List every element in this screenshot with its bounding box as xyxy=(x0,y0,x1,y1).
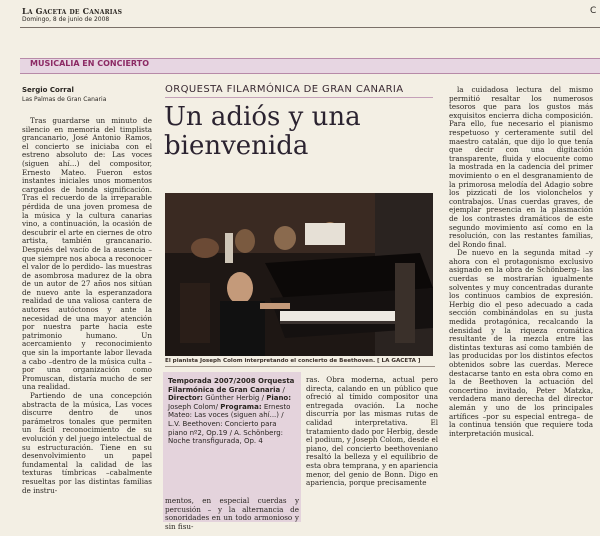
program-text: Ernesto Mateo: Las voces (siguen ahí...) / L.V. Beethoven: Concierto para piano nº2, Op.19 / A. Schönberg: Noche transfigurada, Op. 4 xyxy=(168,402,291,446)
article-kicker: ORQUESTA FILARMÓNICA DE GRAN CANARIA xyxy=(165,84,404,95)
concert-info-text: Temporada 2007/2008 Orquesta Filarmónica de Gran Canaria / Director: Günther Herbig / Piano: Joseph Colom/ Programa: Ernesto Mateo: Las voces (siguen ahí...) / L.V. Beethoven: Concierto para piano nº2, Op.19 / A. Schönberg: Noche transfigurada, Op. 4 xyxy=(168,377,295,446)
paragraph: De nuevo en la segunda mitad –y ahora con el protagonismo exclusivo asignado en la obra de Schönberg– las cuerdas se mostrarían igualmente solventes y muy concentradas durante los continuos cambios de expresión. Herbig dio el peso adecuado a cada sección combinándolas en su justa medida protagónica, recalcando la densidad y la riqueza cromática resultante de la mezcla entre las distintas texturas así como también de las producidas por los distintos efectos obtenidos sobre las cuerdas. Merece destacarse tanto en esta obra como en la de Beethoven la actuación del concertino invitado, Peter Matzka, verdadera mano derecha del director alemán y uno de los principales artífices –por su especial entrega– de la continua tensión que requiere toda interpretación musical. xyxy=(449,248,593,438)
article-headline xyxy=(164,103,439,161)
piano-label: Piano: xyxy=(266,394,292,403)
headline-line: bienvenida xyxy=(164,131,309,161)
article-column-2-tail xyxy=(165,496,299,531)
program-label: Programa: xyxy=(220,402,262,411)
section-label: MUSICALIA EN CONCIERTO xyxy=(30,59,149,68)
article-column-3 xyxy=(306,376,438,522)
header-rule xyxy=(20,27,600,28)
pianist-name: Joseph Colom xyxy=(168,402,216,411)
paragraph: ras. Obra moderna, actual pero directa, calando en un público que ofreció al tímido compositor una entregada ovación. La noche discurría por las mismas rutas de calidad interpretativa. El tratamiento dado por Herbig, desde el podium, y Joseph Colom, desde el piano, del concierto beethoveniano resaltó la belleza y el equilibrio de esta obra temprana, y en apariencia menor, del genio de Bonn. Digo en apariencia, porque precisamente xyxy=(306,375,439,488)
kicker-rule xyxy=(165,97,433,98)
caption-rule xyxy=(165,366,435,367)
concert-photo-illustration xyxy=(165,193,433,356)
byline-place: Las Palmas de Gran Canaria xyxy=(22,96,107,103)
concert-photo xyxy=(165,193,433,356)
headline-line: Un adiós y una xyxy=(164,102,361,132)
paragraph: la cuidadosa lectura del mismo permitió resaltar los numerosos tesoros que para los gustos más exquisitos encierra dicha composición. Para ello, fue necesario el pianismo respetuoso y certeramente sutil del maestro catalán, que dijo lo que tenía que decir con una digitación transparente, fluida y elocuente como la mostrada en la cadencia del primer movimiento o en el desgranamiento de la primorosa melodía del Adagio sobre los pizzicati de los violonchelos y contrabajos. Unas cuerdas graves, de ejemplar presencia en la plasmación de los contrastes dramáticos de este segundo movimiento así como en la resolución, con las restantes familias, del Rondo final. xyxy=(449,85,593,249)
issue-date: Domingo, 8 de junio de 2008 xyxy=(22,16,110,23)
director-name: Günther Herbig xyxy=(205,394,260,403)
paragraph: mentos, en especial cuerdas y percusión – y la alternancia de sonoridades en un todo armonioso y sin fisu- xyxy=(165,496,299,531)
article-column-4 xyxy=(449,86,593,522)
paragraph: Partiendo de una concepción abstracta de la música, Las voces discurre dentro de unos parámetros tonales que permiten un fácil reconocimiento de su evolución y del juego intelectual de su estructuración. Tiene en su desenvolvimiento un papel fundamental la calidad de las texturas tímbricas –cabalmente resueltas por las distintas familias de instru- xyxy=(22,391,152,495)
article-column-1 xyxy=(22,117,152,522)
season-label: Temporada 2007/2008 Orquesta Filarmónica de Gran Canaria xyxy=(168,377,295,394)
byline-author: Sergio Corral xyxy=(22,86,74,94)
newspaper-masthead: La Gaceta de Canarias xyxy=(22,6,123,16)
director-label: Director: xyxy=(168,394,203,403)
photo-caption: El pianista Joseph Colom interpretando el concierto de Beethoven. [ LA GACETA ] xyxy=(165,358,421,364)
paragraph: Tras guardarse un minuto de silencio en memoria del timplista grancanario, José Antonio Ramos, el concierto se iniciaba con el estreno absoluto de: Las voces (siguen ahí...) del compositor, Ernesto Mateo. Fueron estos instantes iniciales unos momentos cargados de honda significación. Tras el recuerdo de la irreparable pérdida de una joven promesa de la música y la cultura canarias vino, a continuación, la ocasión de descubrir el arte en ciernes de otro artista, también grancanario. Después del vacío de la ausencia –que siempre nos aboca a reconocer el valor de lo perdido– las muestras de asombrosa madurez de la obra de un autor de 27 años nos sitúan de nuevo ante la esperanzadora realidad de una valiosa cantera de autores autóctonos y ante la necesidad de una mayor atención por nuestra parte hacia este patrimonio humano. Un acercamiento y reconocimiento que sin la importante labor llevada a cabo –dentro de la música culta –por una organización como Promuscan, distaría mucho de ser una realidad. xyxy=(22,116,152,392)
page-corner-letter: C xyxy=(590,6,597,16)
